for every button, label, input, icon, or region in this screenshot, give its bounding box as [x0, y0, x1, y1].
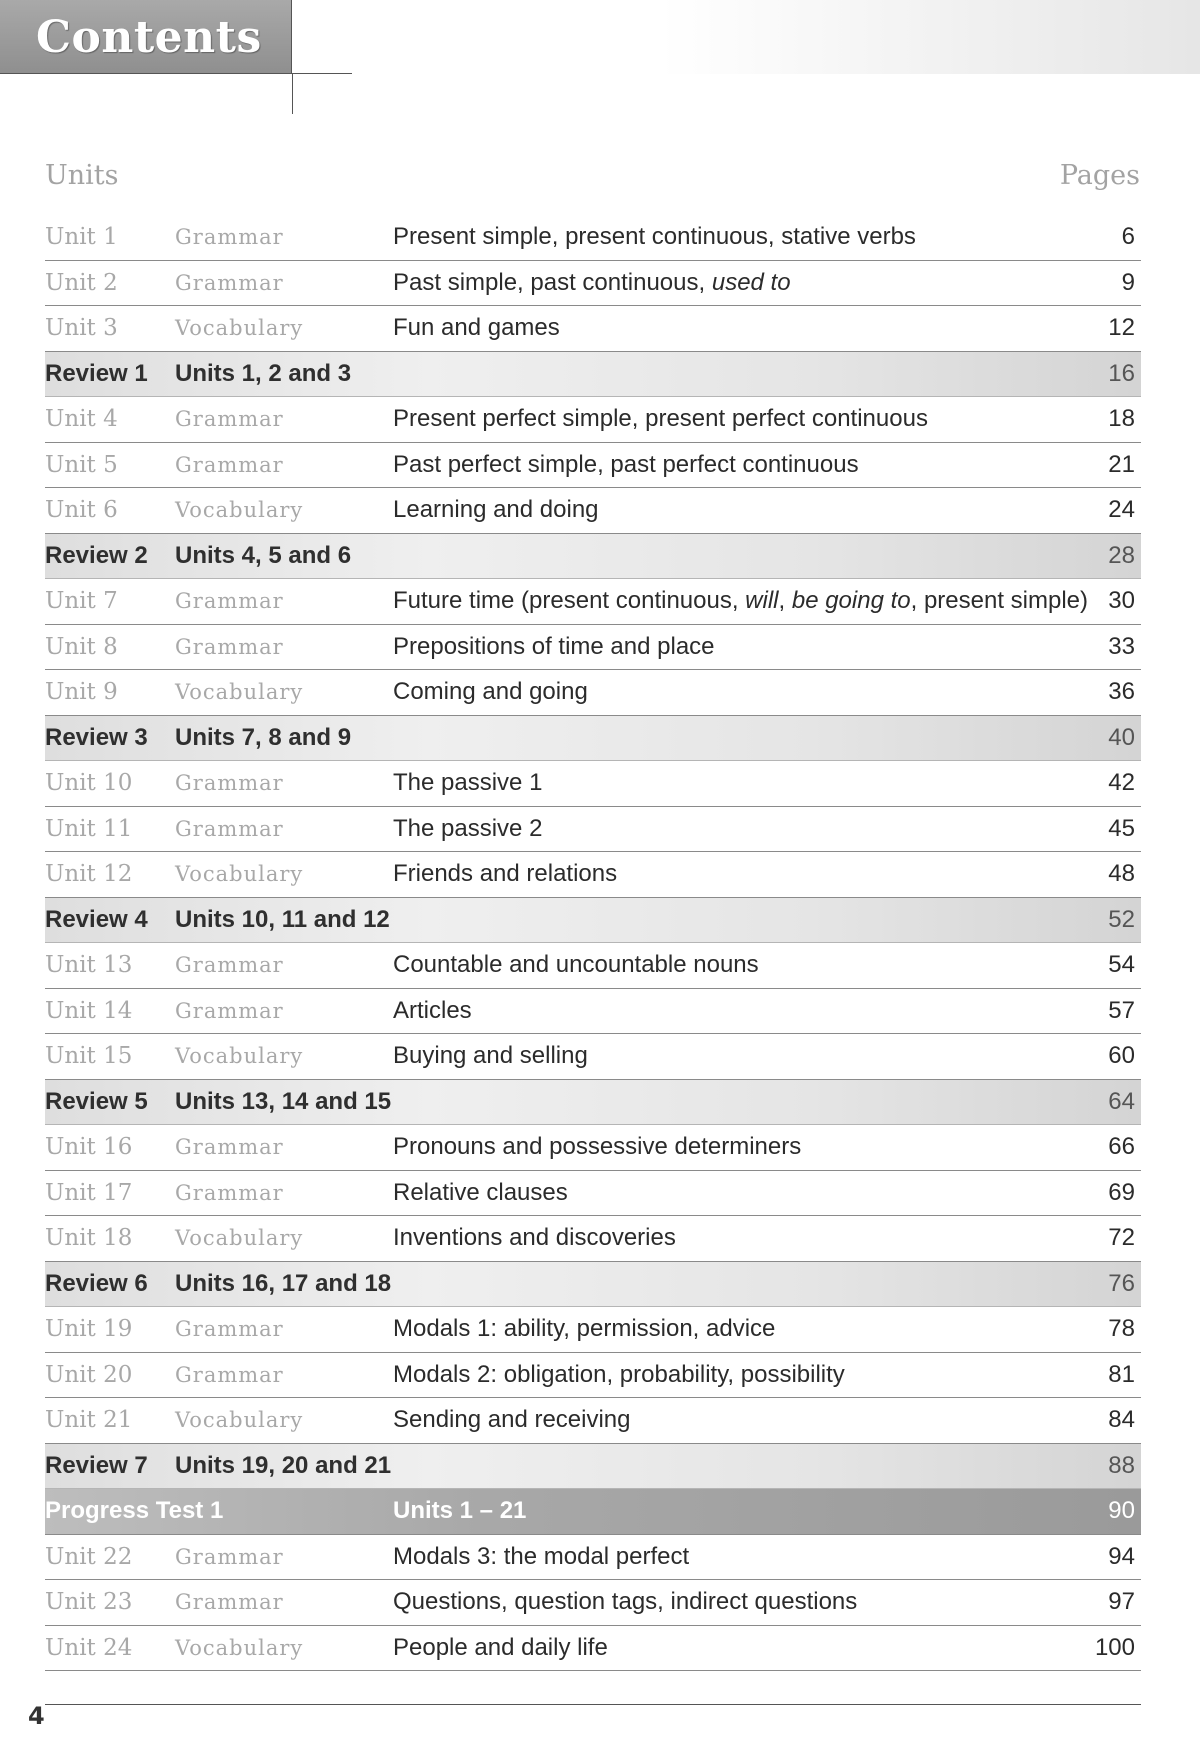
row-unit-label: Unit 17 — [45, 1179, 133, 1206]
row-topic — [393, 1171, 568, 1215]
row-topic-segment: Modals 1: ability, permission, advice — [393, 1315, 776, 1342]
row-category: Grammar — [175, 1135, 284, 1159]
row-topic-segment: Fun and games — [393, 314, 560, 341]
page-title: Contents — [36, 12, 262, 63]
unit-row — [45, 261, 1141, 307]
row-unit-label: Review 4 — [45, 905, 148, 933]
row-unit-label: Unit 24 — [45, 1634, 133, 1661]
row-topic-segment: Coming and going — [393, 678, 588, 705]
row-topic — [393, 488, 599, 532]
row-page-number: 81 — [1108, 1360, 1135, 1388]
row-category: Units 1, 2 and 3 — [175, 359, 352, 387]
row-topic-segment: Present perfect simple, present perfect continuous — [393, 405, 928, 432]
row-topic — [393, 1489, 526, 1533]
row-category: Grammar — [175, 771, 284, 795]
unit-row — [45, 215, 1141, 261]
units-column-header: Units — [45, 160, 119, 191]
row-topic — [393, 670, 588, 714]
row-topic-segment: , present simple) — [910, 587, 1089, 614]
row-unit-label: Unit 14 — [45, 997, 133, 1024]
row-category: Grammar — [175, 816, 284, 841]
row-page-number: 18 — [1108, 405, 1135, 432]
row-unit-label: Unit 2 — [45, 269, 118, 296]
unit-row — [45, 1171, 1141, 1217]
row-topic — [393, 1353, 845, 1397]
row-unit-label: Unit 11 — [45, 815, 133, 842]
review-row — [45, 1080, 1141, 1126]
row-page-number: 54 — [1108, 951, 1135, 978]
row-page-number: 36 — [1108, 678, 1135, 705]
unit-row — [45, 1398, 1141, 1444]
row-category: Grammar — [175, 452, 284, 477]
row-page-number: 76 — [1108, 1269, 1135, 1297]
row-topic — [393, 1580, 857, 1624]
row-category: Vocabulary — [175, 1044, 304, 1068]
row-page-number: 24 — [1108, 496, 1135, 523]
row-unit-label: Review 6 — [45, 1269, 148, 1297]
row-category: Vocabulary — [175, 1408, 304, 1432]
unit-row — [45, 1535, 1141, 1581]
unit-row — [45, 852, 1141, 898]
pages-column-header: Pages — [1059, 160, 1140, 191]
row-unit-label: Unit 21 — [45, 1407, 133, 1433]
row-page-number: 42 — [1108, 769, 1135, 796]
row-topic-segment: , — [778, 587, 792, 614]
row-category: Grammar — [175, 1590, 284, 1614]
row-topic — [393, 761, 542, 805]
row-topic-segment: be going to — [791, 587, 911, 614]
row-topic — [393, 261, 791, 305]
row-unit-label: Unit 7 — [45, 588, 118, 614]
review-row — [45, 534, 1141, 580]
row-category: Grammar — [175, 589, 284, 613]
row-unit-label: Unit 23 — [45, 1589, 133, 1615]
row-topic — [393, 1216, 676, 1260]
row-topic-segment: used to — [711, 268, 791, 296]
row-unit-label: Review 3 — [45, 723, 148, 751]
unit-row — [45, 488, 1141, 534]
unit-row — [45, 397, 1141, 443]
row-topic — [393, 625, 715, 669]
row-page-number: 30 — [1108, 587, 1135, 614]
review-row — [45, 1444, 1141, 1490]
row-topic-segment: Relative clauses — [393, 1178, 568, 1206]
footer-rule — [45, 1704, 1141, 1705]
row-topic — [393, 1125, 801, 1169]
row-page-number: 6 — [1121, 223, 1135, 250]
unit-row — [45, 579, 1141, 625]
row-category: Units 7, 8 and 9 — [175, 723, 352, 751]
row-topic-segment: Past perfect simple, past perfect continuous — [393, 450, 859, 478]
unit-row — [45, 443, 1141, 489]
unit-row — [45, 1125, 1141, 1171]
row-page-number: 97 — [1108, 1588, 1135, 1615]
row-unit-label: Review 5 — [45, 1087, 148, 1115]
row-unit-label: Unit 15 — [45, 1043, 133, 1069]
row-topic-segment: Buying and selling — [393, 1042, 588, 1069]
row-topic — [393, 397, 928, 441]
row-category: Grammar — [175, 953, 284, 977]
row-topic-segment: Questions, question tags, indirect questions — [393, 1588, 858, 1615]
row-topic-segment: Units 1 – 21 — [393, 1497, 527, 1524]
row-page-number: 72 — [1108, 1224, 1135, 1251]
row-topic-segment: Learning and doing — [393, 496, 599, 523]
unit-row — [45, 1307, 1141, 1353]
row-unit-label: Unit 10 — [45, 770, 133, 796]
unit-row — [45, 943, 1141, 989]
unit-row — [45, 761, 1141, 807]
row-topic — [393, 807, 542, 851]
row-category: Units 4, 5 and 6 — [175, 541, 352, 569]
row-topic-segment: People and daily life — [393, 1633, 608, 1661]
row-category: Units 19, 20 and 21 — [175, 1451, 392, 1479]
row-unit-label: Review 7 — [45, 1451, 148, 1479]
row-page-number: 12 — [1108, 314, 1135, 341]
row-unit-label: Unit 6 — [45, 497, 118, 523]
row-unit-label: Unit 20 — [45, 1361, 133, 1388]
row-topic-segment: Articles — [393, 996, 472, 1024]
row-page-number: 16 — [1108, 359, 1135, 387]
row-page-number: 94 — [1108, 1542, 1135, 1570]
row-category: Vocabulary — [175, 498, 304, 522]
row-topic-segment: Prepositions of time and place — [393, 632, 715, 660]
row-category: Grammar — [175, 270, 284, 295]
row-page-number: 28 — [1108, 541, 1135, 569]
unit-row — [45, 1216, 1141, 1262]
row-page-number: 48 — [1108, 860, 1135, 887]
row-page-number: 69 — [1108, 1178, 1135, 1206]
unit-row — [45, 807, 1141, 853]
row-topic — [393, 1535, 689, 1579]
row-topic — [393, 852, 617, 896]
row-unit-label: Unit 22 — [45, 1543, 133, 1570]
row-topic — [393, 989, 472, 1033]
row-category: Vocabulary — [175, 680, 304, 704]
row-category: Grammar — [175, 225, 284, 249]
row-category: Vocabulary — [175, 1226, 304, 1250]
row-page-number: 88 — [1108, 1451, 1135, 1479]
row-unit-label: Unit 1 — [45, 224, 118, 250]
row-topic-segment: Modals 3: the modal perfect — [393, 1542, 690, 1570]
unit-row — [45, 1626, 1141, 1672]
row-category: Vocabulary — [175, 862, 304, 886]
row-page-number: 21 — [1108, 450, 1135, 478]
row-unit-label: Progress Test 1 — [45, 1497, 224, 1524]
row-topic-segment: Sending and receiving — [393, 1406, 631, 1433]
row-unit-label: Review 1 — [45, 359, 148, 387]
row-unit-label: Unit 3 — [45, 315, 118, 341]
row-topic-segment: Future time (present continuous, — [393, 587, 746, 614]
row-category: Grammar — [175, 1544, 284, 1569]
row-topic — [393, 579, 1088, 623]
row-unit-label: Unit 4 — [45, 406, 118, 432]
row-page-number: 90 — [1108, 1497, 1135, 1524]
row-category: Grammar — [175, 998, 284, 1023]
row-page-number: 84 — [1108, 1406, 1135, 1433]
row-category: Grammar — [175, 634, 284, 659]
unit-row — [45, 306, 1141, 352]
review-row — [45, 716, 1141, 762]
row-topic — [393, 1034, 588, 1078]
review-row — [45, 1262, 1141, 1308]
row-category: Grammar — [175, 1317, 284, 1341]
row-page-number: 9 — [1121, 268, 1135, 296]
unit-row — [45, 989, 1141, 1035]
row-topic-segment: Past simple, past continuous, — [393, 268, 712, 296]
unit-row — [45, 670, 1141, 716]
row-unit-label: Unit 12 — [45, 861, 133, 887]
title-rule-vertical — [292, 74, 293, 114]
unit-row — [45, 1034, 1141, 1080]
row-page-number: 66 — [1108, 1133, 1135, 1160]
row-category: Units 13, 14 and 15 — [175, 1087, 392, 1115]
progress-test-row — [45, 1489, 1141, 1535]
row-topic-segment: Modals 2: obligation, probability, possibility — [393, 1360, 845, 1388]
row-topic-segment: Friends and relations — [393, 860, 618, 887]
row-category: Grammar — [175, 407, 284, 431]
review-row — [45, 898, 1141, 944]
row-page-number: 100 — [1094, 1633, 1135, 1661]
row-page-number: 40 — [1108, 723, 1135, 751]
row-topic — [393, 306, 560, 350]
row-unit-label: Unit 5 — [45, 451, 118, 478]
row-topic-segment: Pronouns and possessive determiners — [393, 1133, 802, 1160]
row-topic — [393, 1626, 608, 1670]
row-category: Units 16, 17 and 18 — [175, 1269, 392, 1297]
row-topic-segment: The passive 1 — [393, 769, 543, 796]
row-unit-label: Unit 13 — [45, 952, 133, 978]
row-page-number: 57 — [1108, 996, 1135, 1024]
row-topic — [393, 443, 859, 487]
row-topic-segment: will — [745, 587, 779, 614]
unit-row — [45, 625, 1141, 671]
row-unit-label: Unit 9 — [45, 679, 118, 705]
row-unit-label: Unit 16 — [45, 1134, 133, 1160]
review-row — [45, 352, 1141, 398]
row-topic-segment: Countable and uncountable nouns — [393, 951, 759, 978]
page-number: 4 — [28, 1702, 45, 1730]
row-topic — [393, 1307, 775, 1351]
row-page-number: 52 — [1108, 905, 1135, 933]
row-unit-label: Unit 19 — [45, 1316, 133, 1342]
row-page-number: 78 — [1108, 1315, 1135, 1342]
title-rule-horizontal — [292, 73, 352, 74]
row-category: Grammar — [175, 1180, 284, 1205]
unit-row — [45, 1580, 1141, 1626]
row-page-number: 64 — [1108, 1087, 1135, 1115]
row-page-number: 33 — [1108, 632, 1135, 660]
row-topic-segment: The passive 2 — [393, 814, 543, 842]
row-topic — [393, 1398, 631, 1442]
row-page-number: 45 — [1108, 814, 1135, 842]
row-category: Units 10, 11 and 12 — [175, 905, 390, 933]
row-topic-segment: Inventions and discoveries — [393, 1224, 676, 1251]
row-category: Vocabulary — [175, 316, 304, 340]
row-page-number: 60 — [1108, 1042, 1135, 1069]
row-topic — [393, 215, 916, 259]
row-category: Grammar — [175, 1362, 284, 1387]
row-topic — [393, 943, 759, 987]
contents-table — [45, 215, 1141, 1671]
row-unit-label: Review 2 — [45, 541, 148, 569]
title-box — [0, 0, 292, 74]
row-unit-label: Unit 18 — [45, 1225, 133, 1251]
row-topic-segment: Present simple, present continuous, stative verbs — [393, 223, 916, 250]
row-unit-label: Unit 8 — [45, 633, 118, 660]
unit-row — [45, 1353, 1141, 1399]
row-category: Vocabulary — [175, 1635, 304, 1660]
